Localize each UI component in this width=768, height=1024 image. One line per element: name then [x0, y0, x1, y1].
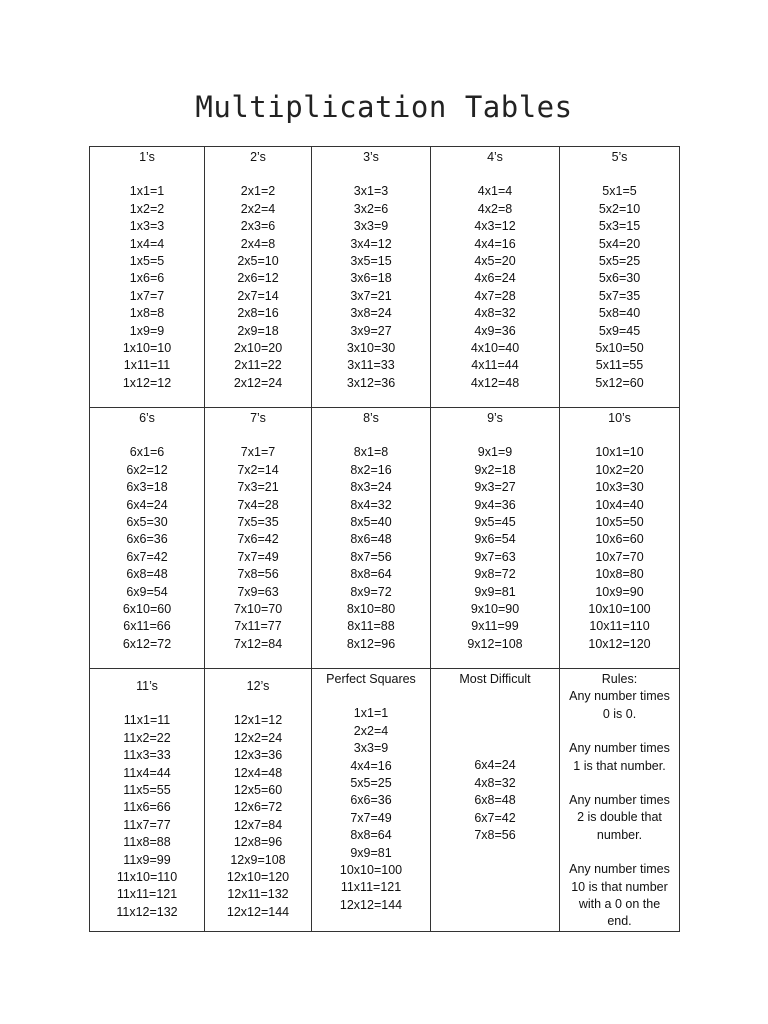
table-line: 12x11=132: [227, 887, 289, 902]
table-line: 5x6=30: [598, 271, 641, 286]
table-line: 6x4=24: [126, 497, 168, 512]
table-line: 1x3=3: [129, 219, 165, 234]
table-line: 4x7=28: [474, 288, 516, 303]
table-line: 4x12=48: [470, 375, 520, 390]
table-header: 6’s: [139, 411, 155, 425]
table-line: 4x10=40: [470, 341, 520, 356]
rule-line: end.: [607, 914, 632, 929]
table-line: 1x7=7: [129, 288, 165, 303]
table-cell-12s: [205, 669, 312, 932]
table-header: 10’s: [608, 411, 631, 425]
table-line: 6x2=12: [126, 462, 168, 477]
table-line: 7x6=42: [237, 532, 279, 547]
table-line: 7x7=49: [237, 549, 279, 564]
table-line: 12x8=96: [233, 835, 283, 850]
table-line: 9x5=45: [474, 515, 516, 530]
table-line: 5x4=20: [598, 236, 641, 251]
table-line: 7x1=7: [240, 445, 276, 460]
rules-cell: [560, 669, 680, 932]
table-line: 11x1=11: [123, 713, 171, 728]
table-line: 5x11=55: [595, 358, 644, 373]
table-line: 7x2=14: [237, 462, 279, 477]
table-line: 1x12=12: [122, 375, 172, 390]
table-header: 7’s: [250, 411, 266, 425]
table-line: 10x2=20: [595, 462, 644, 477]
table-line: 12x9=108: [230, 852, 286, 867]
table-cell-7s: [205, 408, 312, 669]
table-line: 8x3=24: [350, 480, 392, 495]
table-line: 9x7=63: [474, 549, 516, 564]
table-line: 3x11=33: [347, 358, 395, 373]
table-line: 11x6=66: [123, 800, 171, 815]
table-line: 8x1=8: [353, 445, 389, 460]
table-line: 5x12=60: [595, 375, 644, 390]
table-line: 3x10=30: [346, 341, 396, 356]
table-line: 1x6=6: [129, 271, 165, 286]
table-line: 7x11=77: [234, 619, 282, 634]
table-header: 3’s: [363, 150, 379, 164]
table-line: 6x1=6: [129, 445, 165, 460]
table-line: 6x11=66: [123, 619, 171, 634]
table-line: 8x11=88: [347, 619, 395, 634]
rule-line: with a 0 on the: [578, 897, 661, 912]
table-line: 5x2=10: [598, 201, 641, 216]
table-line: 12x10=120: [226, 870, 290, 885]
table-line: 1x5=5: [129, 254, 165, 269]
table-line: 9x8=72: [474, 567, 516, 582]
table-line: 6x5=30: [126, 515, 168, 530]
most-difficult-line: 6x4=24: [474, 758, 516, 773]
table-line: 3x9=27: [350, 323, 392, 338]
table-line: 4x8=32: [474, 306, 516, 321]
table-line: 9x10=90: [470, 602, 520, 617]
table-line: 12x5=60: [233, 783, 283, 798]
table-line: 3x4=12: [350, 236, 392, 251]
most-difficult-cell: [431, 669, 560, 932]
table-line: 1x1=1: [129, 184, 165, 199]
table-line: 4x9=36: [474, 323, 516, 338]
table-line: 2x10=20: [233, 341, 283, 356]
table-line: 5x3=15: [598, 219, 641, 234]
perfect-square-line: 12x12=144: [339, 897, 403, 912]
table-line: 9x12=108: [467, 636, 523, 651]
table-header: 9’s: [487, 411, 503, 425]
table-line: 12x6=72: [233, 800, 283, 815]
table-line: 8x10=80: [346, 602, 396, 617]
rule-line: 10 is that number: [571, 879, 668, 894]
table-line: 10x12=120: [588, 636, 651, 651]
table-line: 11x7=77: [123, 817, 171, 832]
table-cell-6s: [90, 408, 205, 669]
table-line: 11x4=44: [123, 765, 171, 780]
table-line: 7x10=70: [233, 602, 283, 617]
perfect-square-line: 7x7=49: [350, 810, 392, 825]
table-line: 2x3=6: [240, 219, 276, 234]
table-line: 6x7=42: [126, 549, 168, 564]
table-line: 11x2=22: [123, 730, 171, 745]
table-cell-11s: [90, 669, 205, 932]
perfect-square-line: 1x1=1: [353, 706, 389, 721]
table-line: 3x1=3: [353, 184, 389, 199]
table-line: 2x11=22: [234, 358, 282, 373]
table-line: 7x5=35: [237, 515, 279, 530]
table-line: 5x9=45: [598, 323, 641, 338]
table-cell-4s: [431, 147, 560, 408]
most-difficult-line: 6x7=42: [474, 810, 516, 825]
table-line: 3x6=18: [350, 271, 392, 286]
table-line: 3x3=9: [353, 219, 389, 234]
table-line: 10x8=80: [595, 567, 644, 582]
perfect-square-line: 8x8=64: [350, 828, 392, 843]
table-line: 4x2=8: [477, 201, 513, 216]
table-line: 12x1=12: [233, 713, 283, 728]
rule-line: 2 is double that: [577, 810, 662, 825]
table-line: 3x12=36: [346, 375, 396, 390]
table-line: 8x8=64: [350, 567, 392, 582]
table-line: 6x10=60: [122, 602, 172, 617]
table-line: 10x3=30: [595, 480, 644, 495]
rule-line: Any number times: [569, 689, 670, 704]
table-cell-8s: [312, 408, 431, 669]
table-line: 10x7=70: [595, 549, 644, 564]
table-line: 2x9=18: [237, 323, 279, 338]
page-title: Multiplication Tables: [195, 90, 573, 124]
table-header: 1’s: [139, 150, 155, 164]
table-line: 2x8=16: [237, 306, 279, 321]
table-line: 8x2=16: [350, 462, 392, 477]
table-line: 10x6=60: [595, 532, 644, 547]
table-line: 8x6=48: [350, 532, 392, 547]
table-line: 6x6=36: [126, 532, 168, 547]
perfect-square-line: 9x9=81: [350, 845, 392, 860]
table-header: 5’s: [611, 150, 628, 164]
table-line: 4x3=12: [474, 219, 516, 234]
table-line: 10x5=50: [595, 515, 644, 530]
table-line: 4x1=4: [477, 184, 513, 199]
table-header: 2’s: [250, 150, 266, 164]
table-line: 9x11=99: [471, 619, 519, 634]
table-line: 6x3=18: [126, 480, 168, 495]
table-line: 6x8=48: [126, 567, 168, 582]
perfect-squares-cell: [312, 669, 431, 932]
table-line: 2x5=10: [237, 254, 279, 269]
table-line: 1x10=10: [122, 341, 172, 356]
table-row: [90, 408, 680, 669]
table-line: 11x11=121: [116, 887, 178, 902]
table-line: 10x9=90: [595, 584, 644, 599]
table-line: 8x4=32: [350, 497, 392, 512]
table-line: 10x10=100: [588, 602, 651, 617]
most-difficult-line: 4x8=32: [474, 775, 516, 790]
perfect-square-line: 11x11=121: [340, 880, 402, 895]
table-line: 5x7=35: [598, 288, 641, 303]
table-cell-5s: [560, 147, 680, 408]
table-line: 2x2=4: [240, 201, 276, 216]
table-line: 8x12=96: [346, 636, 396, 651]
table-line: 10x4=40: [595, 497, 644, 512]
table-line: 8x7=56: [350, 549, 392, 564]
table-line: 12x12=144: [226, 904, 290, 919]
table-line: 4x5=20: [474, 254, 516, 269]
perfect-square-line: 2x2=4: [353, 723, 389, 738]
table-line: 3x2=6: [353, 201, 389, 216]
table-cell-9s: [431, 408, 560, 669]
table-row: [90, 147, 680, 408]
perfect-square-line: 6x6=36: [350, 793, 392, 808]
perfect-square-line: 10x10=100: [339, 863, 403, 878]
table-row: [90, 669, 680, 932]
table-line: 8x9=72: [350, 584, 392, 599]
table-line: 5x5=25: [598, 254, 641, 269]
table-line: 11x8=88: [123, 835, 171, 850]
table-line: 5x8=40: [598, 306, 641, 321]
table-line: 7x8=56: [237, 567, 279, 582]
rule-line: 0 is 0.: [602, 706, 637, 721]
table-cell-2s: [205, 147, 312, 408]
table-line: 6x12=72: [122, 636, 172, 651]
table-line: 12x7=84: [233, 817, 283, 832]
table-line: 2x4=8: [240, 236, 276, 251]
rule-line: Any number times: [569, 793, 670, 808]
table-line: 11x5=55: [123, 783, 171, 798]
table-header: 4’s: [487, 150, 503, 164]
table-line: 8x5=40: [350, 515, 392, 530]
table-line: 11x3=33: [123, 748, 171, 763]
multiplication-grid: [89, 146, 680, 932]
table-line: 4x4=16: [474, 236, 516, 251]
table-line: 2x1=2: [240, 184, 276, 199]
rule-line: Any number times: [569, 741, 670, 756]
table-line: 3x8=24: [350, 306, 392, 321]
table-line: 2x12=24: [233, 375, 283, 390]
table-line: 1x9=9: [129, 323, 165, 338]
table-line: 3x5=15: [350, 254, 392, 269]
table-line: 2x6=12: [237, 271, 279, 286]
table-line: 7x4=28: [237, 497, 279, 512]
table-line: 9x6=54: [474, 532, 516, 547]
table-line: 11x12=132: [116, 904, 178, 919]
table-line: 5x1=5: [602, 184, 637, 199]
table-line: 9x1=9: [477, 445, 513, 460]
table-line: 7x3=21: [237, 480, 279, 495]
table-line: 9x3=27: [474, 480, 516, 495]
table-line: 12x2=24: [233, 730, 283, 745]
rule-line: Any number times: [569, 862, 670, 877]
table-line: 7x9=63: [237, 584, 279, 599]
perfect-square-line: 5x5=25: [350, 776, 392, 791]
table-line: 9x2=18: [474, 462, 516, 477]
perfect-square-line: 4x4=16: [350, 758, 392, 773]
table-line: 1x2=2: [129, 201, 165, 216]
table-line: 12x4=48: [233, 765, 283, 780]
table-line: 12x3=36: [233, 748, 283, 763]
table-line: 6x9=54: [126, 584, 168, 599]
table-line: 1x8=8: [129, 306, 165, 321]
table-line: 11x9=99: [123, 852, 171, 867]
table-line: 2x7=14: [237, 288, 279, 303]
most-difficult-line: 7x8=56: [474, 828, 516, 843]
table-line: 11x10=110: [116, 870, 178, 885]
table-cell-10s: [560, 408, 680, 669]
rules-header: Rules:: [601, 672, 638, 686]
table-line: 3x7=21: [350, 288, 392, 303]
rule-line: 1 is that number.: [573, 758, 666, 773]
table-line: 5x10=50: [595, 341, 644, 356]
table-header: 8’s: [363, 411, 379, 425]
table-line: 10x1=10: [595, 445, 644, 460]
table-header: 12’s: [246, 679, 270, 693]
table-line: 1x4=4: [129, 236, 165, 251]
table-cell-3s: [312, 147, 431, 408]
perfect-square-line: 3x3=9: [353, 741, 389, 756]
table-line: 4x11=44: [471, 358, 519, 373]
table-line: 9x9=81: [474, 584, 516, 599]
rule-line: number.: [596, 827, 643, 842]
table-line: 1x11=11: [123, 358, 171, 373]
table-line: 7x12=84: [233, 636, 283, 651]
table-line: 10x11=110: [589, 619, 650, 634]
table-line: 9x4=36: [474, 497, 516, 512]
table-line: 4x6=24: [474, 271, 516, 286]
most-difficult-line: 6x8=48: [474, 793, 516, 808]
most-difficult-header: Most Difficult: [459, 672, 531, 686]
table-cell-1s: [90, 147, 205, 408]
table-header: 11’s: [136, 679, 158, 693]
perfect-squares-header: Perfect Squares: [326, 672, 416, 686]
